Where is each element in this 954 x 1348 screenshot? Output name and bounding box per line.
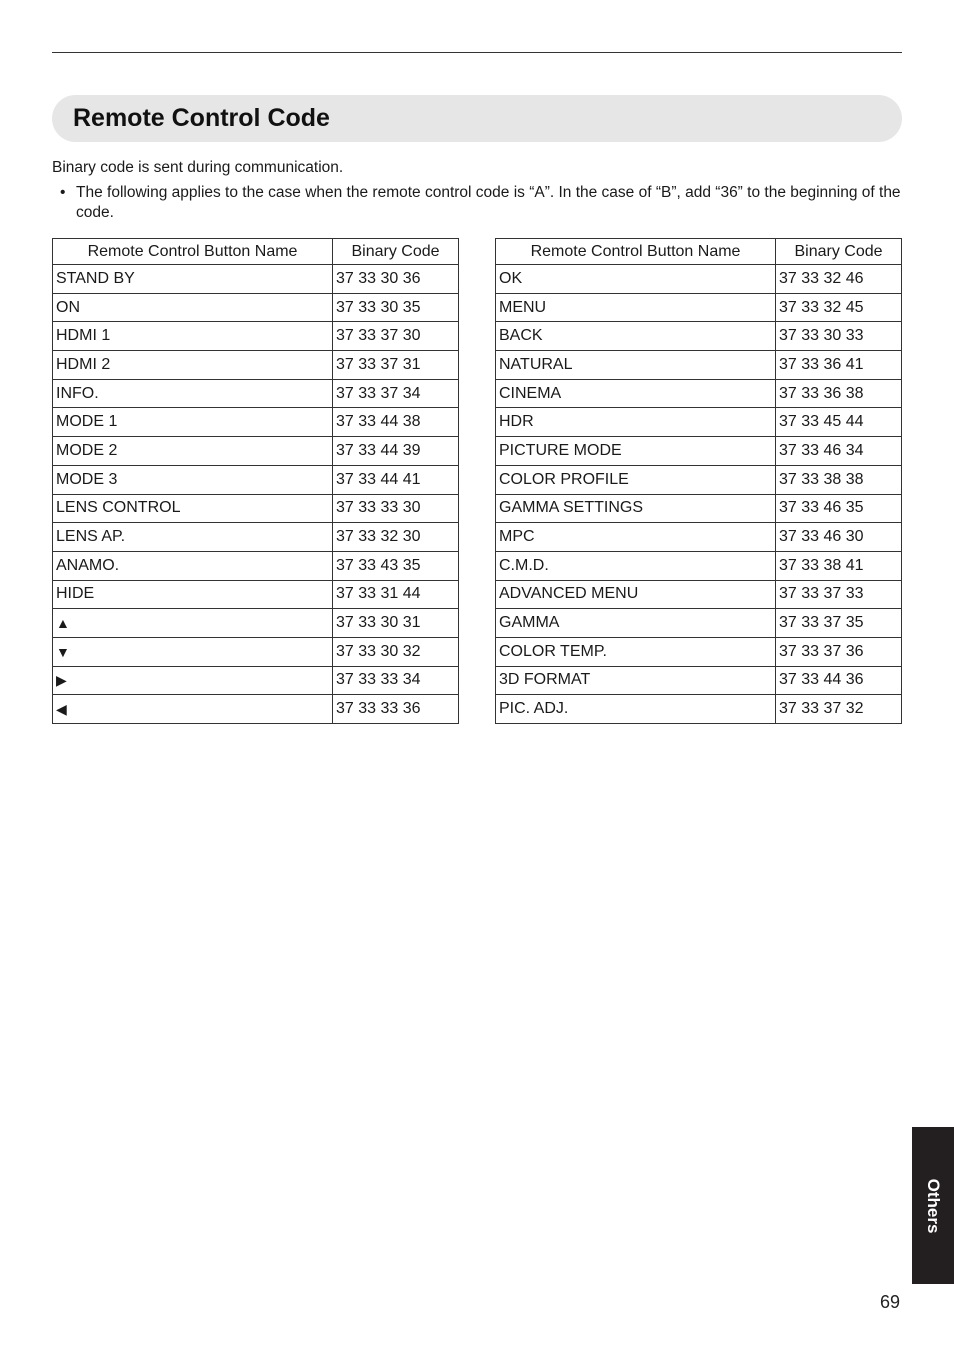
binary-code: 37 33 33 30 bbox=[333, 494, 459, 523]
chapter-tab-label: Others bbox=[924, 1178, 943, 1233]
binary-code: 37 33 38 38 bbox=[776, 465, 902, 494]
header-binary-code: Binary Code bbox=[333, 239, 459, 265]
button-name: NATURAL bbox=[496, 351, 776, 380]
button-name: COLOR TEMP. bbox=[496, 637, 776, 666]
button-name: HIDE bbox=[53, 580, 333, 609]
table-row bbox=[496, 351, 902, 380]
code-table-left bbox=[52, 238, 459, 724]
button-name: OK bbox=[496, 265, 776, 294]
binary-code: 37 33 44 36 bbox=[776, 666, 902, 695]
binary-code: 37 33 44 39 bbox=[333, 437, 459, 466]
table-row bbox=[496, 322, 902, 351]
table-row bbox=[53, 609, 459, 638]
binary-code: 37 33 37 36 bbox=[776, 637, 902, 666]
up-arrow-icon: ▲ bbox=[53, 609, 333, 638]
table-row bbox=[53, 265, 459, 294]
binary-code: 37 33 30 32 bbox=[333, 637, 459, 666]
button-name: 3D FORMAT bbox=[496, 666, 776, 695]
button-name: ADVANCED MENU bbox=[496, 580, 776, 609]
binary-code: 37 33 30 36 bbox=[333, 265, 459, 294]
down-arrow-icon: ▼ bbox=[53, 637, 333, 666]
button-name: LENS AP. bbox=[53, 523, 333, 552]
table-row bbox=[53, 465, 459, 494]
binary-code: 37 33 31 44 bbox=[333, 580, 459, 609]
table-row bbox=[53, 351, 459, 380]
button-name: CINEMA bbox=[496, 379, 776, 408]
binary-code: 37 33 46 34 bbox=[776, 437, 902, 466]
binary-code: 37 33 38 41 bbox=[776, 551, 902, 580]
table-header-row bbox=[496, 239, 902, 265]
code-table-right bbox=[495, 238, 902, 724]
table-row bbox=[53, 379, 459, 408]
binary-code: 37 33 30 35 bbox=[333, 293, 459, 322]
button-name: LENS CONTROL bbox=[53, 494, 333, 523]
button-name: C.M.D. bbox=[496, 551, 776, 580]
table-row bbox=[496, 523, 902, 552]
button-name: GAMMA bbox=[496, 609, 776, 638]
button-name: MODE 3 bbox=[53, 465, 333, 494]
table-row bbox=[496, 609, 902, 638]
top-rule bbox=[52, 52, 902, 53]
table-row bbox=[496, 408, 902, 437]
bullet-note bbox=[52, 183, 902, 223]
binary-code: 37 33 32 30 bbox=[333, 523, 459, 552]
binary-code: 37 33 30 33 bbox=[776, 322, 902, 351]
button-name: MPC bbox=[496, 523, 776, 552]
binary-code: 37 33 32 46 bbox=[776, 265, 902, 294]
binary-code: 37 33 37 32 bbox=[776, 695, 902, 724]
table-row bbox=[496, 379, 902, 408]
table-row bbox=[496, 695, 902, 724]
button-name: HDR bbox=[496, 408, 776, 437]
table-row bbox=[496, 265, 902, 294]
left-arrow-icon: ◀ bbox=[53, 695, 333, 724]
header-button-name: Remote Control Button Name bbox=[496, 239, 776, 265]
binary-code: 37 33 45 44 bbox=[776, 408, 902, 437]
table-row bbox=[496, 666, 902, 695]
section-heading-bar bbox=[52, 95, 902, 142]
table-row bbox=[496, 437, 902, 466]
binary-code: 37 33 37 30 bbox=[333, 322, 459, 351]
button-name: COLOR PROFILE bbox=[496, 465, 776, 494]
button-name: STAND BY bbox=[53, 265, 333, 294]
button-name: HDMI 1 bbox=[53, 322, 333, 351]
binary-code: 37 33 36 38 bbox=[776, 379, 902, 408]
binary-code: 37 33 46 35 bbox=[776, 494, 902, 523]
button-name: GAMMA SETTINGS bbox=[496, 494, 776, 523]
right-arrow-icon: ▶ bbox=[53, 666, 333, 695]
table-row bbox=[53, 666, 459, 695]
binary-code: 37 33 37 33 bbox=[776, 580, 902, 609]
table-row bbox=[496, 551, 902, 580]
table-row bbox=[53, 551, 459, 580]
binary-code: 37 33 33 34 bbox=[333, 666, 459, 695]
button-name: BACK bbox=[496, 322, 776, 351]
binary-code: 37 33 37 31 bbox=[333, 351, 459, 380]
table-row bbox=[53, 523, 459, 552]
table-row bbox=[496, 637, 902, 666]
page-title: Remote Control Code bbox=[73, 104, 330, 132]
button-name: PICTURE MODE bbox=[496, 437, 776, 466]
chapter-tab bbox=[912, 1127, 954, 1284]
button-name: ANAMO. bbox=[53, 551, 333, 580]
table-row bbox=[53, 408, 459, 437]
binary-code: 37 33 44 38 bbox=[333, 408, 459, 437]
button-name: INFO. bbox=[53, 379, 333, 408]
binary-code: 37 33 33 36 bbox=[333, 695, 459, 724]
bullet-text: The following applies to the case when the remote control code is “A”. In the case of “B”, add “36” to the beginning of the code. bbox=[76, 184, 901, 221]
binary-code: 37 33 36 41 bbox=[776, 351, 902, 380]
table-row bbox=[53, 580, 459, 609]
button-name: MENU bbox=[496, 293, 776, 322]
table-header-row bbox=[53, 239, 459, 265]
table-row bbox=[53, 437, 459, 466]
bullet-dot-icon: • bbox=[60, 184, 66, 201]
binary-code: 37 33 46 30 bbox=[776, 523, 902, 552]
binary-code: 37 33 30 31 bbox=[333, 609, 459, 638]
table-row bbox=[496, 293, 902, 322]
button-name: MODE 2 bbox=[53, 437, 333, 466]
table-row bbox=[496, 580, 902, 609]
button-name: HDMI 2 bbox=[53, 351, 333, 380]
table-row bbox=[53, 695, 459, 724]
button-name: MODE 1 bbox=[53, 408, 333, 437]
table-row bbox=[53, 637, 459, 666]
binary-code: 37 33 37 35 bbox=[776, 609, 902, 638]
button-name: PIC. ADJ. bbox=[496, 695, 776, 724]
table-row bbox=[53, 494, 459, 523]
table-row bbox=[496, 465, 902, 494]
table-row bbox=[53, 322, 459, 351]
intro-paragraph: Binary code is sent during communication. bbox=[52, 159, 344, 176]
table-row bbox=[496, 494, 902, 523]
page-number: 69 bbox=[880, 1292, 901, 1312]
table-row bbox=[53, 293, 459, 322]
binary-code: 37 33 43 35 bbox=[333, 551, 459, 580]
binary-code: 37 33 44 41 bbox=[333, 465, 459, 494]
binary-code: 37 33 32 45 bbox=[776, 293, 902, 322]
header-binary-code: Binary Code bbox=[776, 239, 902, 265]
intro-text bbox=[52, 158, 902, 223]
binary-code: 37 33 37 34 bbox=[333, 379, 459, 408]
button-name: ON bbox=[53, 293, 333, 322]
header-button-name: Remote Control Button Name bbox=[53, 239, 333, 265]
